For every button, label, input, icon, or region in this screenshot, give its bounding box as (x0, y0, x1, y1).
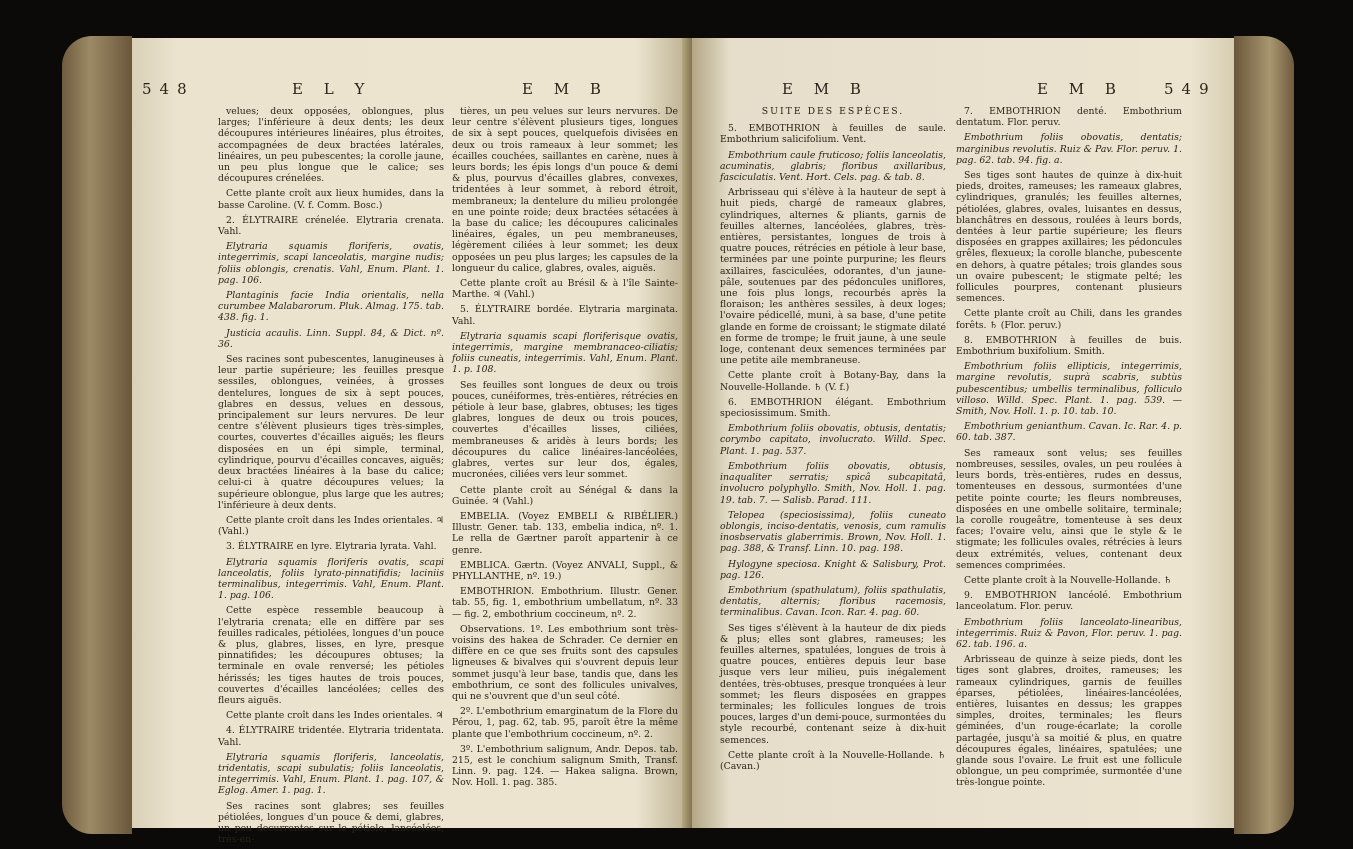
left-column-1 (218, 106, 444, 849)
paragraph: Ses rameaux sont velus; ses feuilles nombreuses, sessiles, ovales, un peu roulées à leurs bords, très-entières, rudes en dessus, tomenteuses en dessous, surmontées d'une petite pointe courte; les fleurs nombreuses, disposées en une ombelle solitaire, terminale; la corolle rougeâtre, tomenteuse à ses deux faces; l'ovaire velu, ainsi que le style & le stigmate; les follicules ovales, rétrécies à leurs deux extrémités, velues, contenant deux semences comprimées. (956, 447, 1182, 571)
paragraph: Embothrium genianthum. Cavan. Ic. Rar. 4. p. 60. tab. 387. (956, 421, 1182, 444)
paragraph: Ses tiges sont hautes de quinze à dix-huit pieds, droites, rameuses; les rameaux glabres, cylindriques, granulés; les feuilles alternes, pétiolées, glabres, ovales, luisantes en dessus, blanchâtres en dessous, roulées à leurs bords, dentées à leur partie supérieure; les fleurs disposées en grappes axillaires; les pédoncules grêles, flexueux; la corolle blanche, pubescente en dehors, à quatre pétales; trois glandes sous un ovaire pubescent; le stigmate pelté; les follicules pourpres, contenant plusieurs semences. (956, 170, 1182, 305)
paragraph: Cette plante croît à la Nouvelle-Hollande. ♄ (964, 574, 1173, 586)
paragraph: Cette plante croît dans les Indes orientales. ♃ (Vahl.) (218, 514, 444, 538)
paragraph: Cette plante croît au Sénégal & dans la Guinée. ♃ (Vahl.) (452, 484, 678, 507)
paragraph: Ses racines sont glabres; ses feuilles pétiolées, longues d'un pouce & demi, glabres, un peu decurrentes sur le pétiole, lancéolées, très-en- (218, 800, 444, 846)
paragraph: 3. ÉLYTRAIRE en lyre. Elytraria lyrata. Vahl. (226, 541, 437, 553)
paragraph: Arbrisseau de quinze à seize pieds, dont les tiges sont glabres, droites, rameuses; les rameaux cylindriques, garnis de feuilles éparses, pétiolées, linéaires-lancéolées, entières, luisantes en dessus; les grappes simples, droites, terminales; les fleurs géminées, d'un rouge-écarlate; la corolle partagée, jusqu'à sa moitié & plus, en quatre découpures égales, linéaires, spatulées; une glande sous l'ovaire. Le fruit est une follicule oblongue, un peu comprimée, surmontée d'une très-longue pointe. (956, 654, 1182, 789)
paragraph: 3º. L'embothrium salignum, Andr. Depos. tab. 215, est le conchium salignum Smith, Transf. Linn. 9. pag. 124. — Hakea saligna. Brown, Nov. Holl. 1. pag. 385. (452, 743, 678, 789)
left-running-head-1: E L Y (292, 80, 373, 98)
paragraph: 5. EMBOTHRION à feuilles de saule. Embothrium salicifolium. Vent. (720, 123, 946, 146)
paragraph: Elytraria squamis floriferis, ovatis, integerrimis, scapi lanceolatis, margine nudis; foliis oblongis, crenatis. Vahl, Enum. Plant. 1. pag. 106. (218, 241, 444, 286)
paragraph: 2. ÉLYTRAIRE crénelée. Elytraria crenata. Vahl. (218, 214, 444, 238)
paragraph: Embothrium (spathulatum), foliis spathulatis, dentatis, alternis; floribus racemosis, terminalibus. Cavan. Icon. Rar. 4. pag. 60. (720, 584, 946, 619)
right-page-number: 549 (1164, 80, 1217, 98)
paragraph: Embothrium caule fruticoso; foliis lanceolatis, acuminatis, glabris; floribus axillaribus, fasciculatis. Vent. Hort. Cels. pag. & tab. 8. (720, 149, 946, 184)
paragraph: 2º. L'embothrium emarginatum de la Flore du Pérou, 1, pag. 62, tab. 95, paroît être la même plante que l'embothrium coccineum, nº. 2. (452, 706, 678, 740)
right-column-1 (720, 106, 946, 776)
paragraph: 5. ÉLYTRAIRE bordée. Elytraria marginata. Vahl. (452, 304, 678, 327)
paragraph: 4. ÉLYTRAIRE tridentée. Elytraria tridentata. Vahl. (218, 725, 444, 748)
paragraph: Embothrium foliis obovatis, dentatis; marginibus revolutis. Ruiz & Pav. Flor. peruv. 1. pag. 62. tab. 94. fig. a. (956, 132, 1182, 166)
paragraph: Embothrium foliis lanceolato-linearibus, integerrimis. Ruiz & Pavon, Flor. peruv. 1. pag. 62. tab. 196. a. (956, 616, 1182, 650)
paragraph: Embothrium foliis obovatis, obtusis, inaqualiter serratis; spicâ subcapitatâ, involucro polyphyllo. Smith, Nov. Holl. 1. pag. 19. tab. 7. — Salisb. Parad. 111. (720, 460, 946, 506)
paragraph: Ses tiges s'élèvent à la hauteur de dix pieds & plus; elles sont glabres, rameuses; les feuilles alternes, spatulées, longues de trois à quatre pouces, entières depuis leur base jusque vers leur milieu, puis inégalement dentées, très-obtuses, presque tronquées à leur sommet; les fleurs disposées en grappes terminales; les follicules longues de trois pouces, larges d'un demi-pouce, surmontées du style recourbé, contenant seize à dix-huit semences. (720, 622, 946, 746)
paragraph: Observations. 1º. Les embothrium sont très-voisins des hakea de Schrader. Ce dernier en diffère en ce que ses fruits sont des capsules ligneuses & bivalves qui s'ouvrent depuis leur sommet jusqu'à leur base, tandis que, dans les embothrium, ce sont des follicules univalves, qui ne s'ouvrent que d'un seul côté. (452, 623, 678, 702)
paragraph: Ses feuilles sont longues de deux ou trois pouces, cunéiformes, très-entières, rétrécies en pétiole à leur base, glabres, obtuses; les tiges glabres, longues de deux ou trois pouces, couvertes d'écailles lisses, ciliées, membraneuses & aridès à leurs bords; les découpures du calice linéaires-lancéolées, glabres, vertes sur leur dos, égales, mucronées, ciliées vers leur sommet. (452, 379, 678, 481)
paragraph: Justicia acaulis. Linn. Suppl. 84, & Dict. nº. 36. (218, 327, 444, 350)
right-page-stack (1234, 36, 1294, 834)
paragraph: 7. EMBOTHRION denté. Embothrium dentatum. Flor. peruv. (956, 106, 1182, 129)
left-page-stack (62, 36, 132, 834)
left-running-head-2: E M B (522, 80, 609, 98)
right-running-head-2: E M B (1037, 80, 1124, 98)
paragraph: Ses racines sont pubescentes, lanugineuses à leur partie supérieure; les feuilles presque sessiles, oblongues, veinées, à grosses dentelures, longues de six à sept pouces, glabres en dessus, velues en dessous, principalement sur leurs nervures. De leur centre s'élèvent plusieurs tiges très-simples, courtes, couvertes d'écailles aiguës; les fleurs disposées en un épi simple, terminal, cylindrique, pourvu d'écailles concaves, aiguës; deux bractées linéaires à la base du calice; celui-ci à quatre découpures velues; la supérieure oblongue, plus large que les autres; l'inférieure à deux dents. (218, 354, 444, 511)
paragraph: 6. EMBOTHRION élégant. Embothrium speciosissimum. Smith. (720, 396, 946, 420)
right-page (692, 38, 1234, 828)
open-book (62, 18, 1294, 846)
paragraph: Cette plante croît dans les Indes orientales. ♃ (226, 710, 444, 722)
paragraph: Cette plante croît à Botany-Bay, dans la Nouvelle-Hollande. ♄ (V. f.) (720, 370, 946, 393)
paragraph: EMBOTHRION. Embothrium. Illustr. Gener. tab. 55, fig. 1, embothrium umbellatum, nº. 33 — fig. 2, embothrium coccineum, nº. 2. (452, 586, 678, 620)
paragraph: Embothrium foliis ellipticis, integerrimis, margine revolutis, suprà scabris, subtùs pubescentibus; umbellis terminalibus, folliculo villoso. Willd. Spec. Plant. 1. pag. 539. — Smith, Nov. Holl. 1. p. 10. tab. 10. (956, 361, 1182, 418)
paragraph: 9. EMBOTHRION lancéolé. Embothrium lanceolatum. Flor. peruv. (956, 590, 1182, 613)
paragraph: Cette plante croît au Chili, dans les grandes forêts. ♄ (Flor. peruv.) (956, 308, 1182, 331)
paragraph: Elytraria squamis floriferis ovatis, scapi lanceolatis, foliis lyrato-pinnatifidis; laciniis terminalibus, integerrimis. Vahl, Enum. Plant. 1. pag. 106. (218, 556, 444, 602)
paragraph: Arbrisseau qui s'élève à la hauteur de sept à huit pieds, chargé de rameaux glabres, cylindriques, alternes & pliants, garnis de feuilles alternes, lancéolées, glabres, très-entières, persistantes, longues de trois à quatre pouces, rétrécies en pétiole à leur base, terminées par une pointe purpurine; les fleurs axillaires, fasciculées, odorantes, d'un jaune-pâle, soutenues par des pédoncules uniflores, une fois plus longs, recourbés après la floraison; les anthères sessiles, à deux loges; l'ovaire pédicellé, muni, à sa base, d'une petite glande en forme de croissant; le stigmate dilaté en forme de trompe; le fruit jaune, à une seule loge, contenant deux semences terminées par une petite aile membraneuse. (720, 187, 946, 367)
paragraph: Cette espèce ressemble beaucoup à l'elytraria crenata; elle en diffère par ses feuilles radicales, pétiolées, longues d'un pouce & plus, glabres, lisses, en lyre, presque pinnatifides; les découpures obtuses; la terminale en ovale renversé; les pétioles hérissés; les tiges hautes de trois pouces, couvertes d'écailles lancéolées; celles des fleurs aiguës. (218, 605, 444, 706)
paragraph: Plantaginis facie India orientalis, nella curumbee Malabarorum. Pluk. Almag. 175. tab. 438. fig. 1. (218, 290, 444, 324)
paragraph: EMBLICA. Gærtn. (Voyez ANVALI, Suppl., & PHYLLANTHE, nº. 19.) (452, 559, 678, 582)
paragraph: Hylogyne speciosa. Knight & Salisbury, Prot. pag. 126. (720, 558, 946, 581)
right-running-head-1: E M B (782, 80, 869, 98)
paragraph: EMBELIA. (Voyez EMBELI & RIBÉLIER.) Illustr. Gener. tab. 133, embelia indica, nº. 1. Le rella de Gærtner paroît appartenir à ce genre. (452, 510, 678, 556)
left-page (132, 38, 692, 846)
paragraph: SUITE DES ESPÈCES. (761, 106, 905, 117)
paragraph: Embothrium foliis obovatis, obtusis, dentatis; corymbo capitato, involucrato. Willd. Spec. Plant. 1. pag. 537. (720, 423, 946, 457)
paragraph: Cette plante croît au Brésil & à l'île Sainte-Marthe. ♃ (Vahl.) (452, 278, 678, 301)
paragraph: Elytraria squamis floriferis, lanceolatis, tridentatis, scapi subulatis; foliis lanceolatis, integerrimis. Vahl, Enum. Plant. 1. pag. 107, & Eglog. Amer. 1. pag. 1. (218, 751, 444, 797)
paragraph: Elytraria squamis scapi floriferisque ovatis, integerrimis, margine membranaceo-ciliatis; foliis cuneatis, integerrimis. Vahl, Enum. Plant. 1. p. 108. (452, 330, 678, 376)
paragraph: 8. EMBOTHRION à feuilles de buis. Embothrium buxifolium. Smith. (956, 334, 1182, 358)
right-column-2 (956, 106, 1182, 793)
paragraph: Cette plante croît aux lieux humides, dans la basse Caroline. (V. f. Comm. Bosc.) (218, 188, 444, 211)
left-page-number: 548 (142, 80, 195, 98)
paragraph: tières, un peu velues sur leurs nervures. De leur centre s'élèvent plusieurs tiges, longues de six à sept pouces, quelquefois divisées en deux ou trois rameaux à leur sommet; les écailles couchées, saillantes en carène, nues à leurs bords; les épis longs d'un pouce & demi & plus, pourvus d'écailles glabres, convexes, tridentées à leur sommet, à rebord étroit, membraneux; la dentelure du milieu prolongée en une pointe roide; deux bractées sétacées à la base du calice; les découpures calicinales linéaires, égales, un peu membraneuses, légèrement ciliées à leur sommet; les deux opposées un peu plus larges; les capsules de la longueur du calice, glabres, ovales, aiguës. (452, 106, 678, 274)
left-column-2 (452, 106, 678, 793)
paragraph: velues; deux opposées, oblongues, plus larges; l'inférieure à deux dents; les deux découpures intérieures linéaires, plus étroites, accompagnées de deux bractées latérales, linéaires, un peu pubescentes; la corolle jaune, un peu plus longue que le calice; ses découpures crénelées. (218, 106, 444, 185)
paragraph: Cette plante croît à la Nouvelle-Hollande. ♄ (Cavan.) (720, 749, 946, 772)
paragraph: Telopea (speciosissima), foliis cuneato oblongis, inciso-dentatis, venosis, cum ramulis inosbservatis glaberrimis. Brown, Nov. Holl. 1. pag. 388, & Transf. Linn. 10. pag. 198. (720, 509, 946, 555)
